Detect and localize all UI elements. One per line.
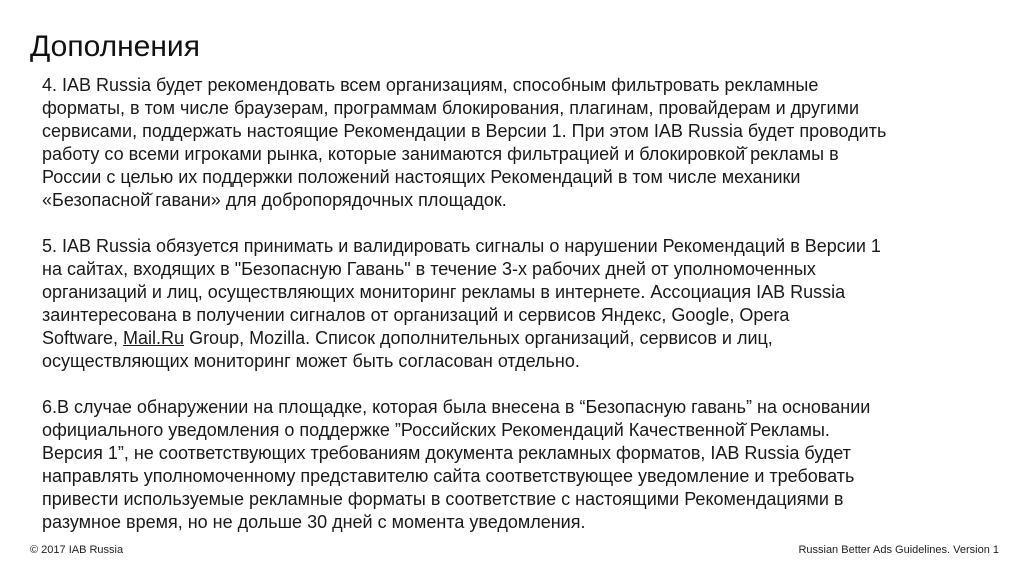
link-line-before: Software, xyxy=(42,328,124,348)
paragraph-4 xyxy=(42,74,1002,212)
paragraph-line: России с целью их поддержки положений настоящих Рекомендаций в том числе механики xyxy=(42,167,801,187)
footer-document-name: Russian Better Ads Guidelines. Version 1 xyxy=(798,544,999,556)
paragraph-line: 4. IAB Russia будет рекомендовать всем организациям, способным фильтровать рекламные xyxy=(42,75,819,95)
paragraph-line: разумное время, но не дольше 30 дней с момента уведомления. xyxy=(42,512,586,532)
paragraph-line: официального уведомления о поддержке ”Российских Рекомендаций Качественной̆ Рекламы. xyxy=(42,420,830,440)
paragraph-line: привести используемые рекламные форматы в соответствие с настоящими Рекомендациями в xyxy=(42,489,844,509)
paragraph-line: Версия 1”, не соответствующих требованиям документа рекламных форматов, IAB Russia будет xyxy=(42,443,851,463)
paragraph-line: «Безопасной̆ гавани» для добропорядочных площадок. xyxy=(42,190,507,210)
paragraph-line: направлять уполномоченному представителю сайта соответствующее уведомление и требовать xyxy=(42,466,855,486)
slide-body xyxy=(42,74,1002,534)
paragraph-line: организаций и лиц, осуществляющих мониторинг рекламы в интернете. Ассоциация IAB Russia xyxy=(42,282,846,302)
paragraph-6 xyxy=(42,396,1002,534)
paragraph-line: заинтересована в получении сигналов от организаций и сервисов Яндекс, Google, Opera xyxy=(42,305,790,325)
paragraph-line: осуществляющих мониторинг может быть согласован отдельно. xyxy=(42,351,580,371)
paragraph-5 xyxy=(42,235,1002,373)
mail-ru-link[interactable]: Mail.Ru xyxy=(123,328,185,348)
paragraph-line: форматы, в том числе браузерам, программам блокирования, плагинам, провайдерам и другими xyxy=(42,98,860,118)
paragraph-line: сервисами, поддержать настоящие Рекомендации в Версии 1. При этом IAB Russia будет проводить xyxy=(42,121,887,141)
paragraph-line: работу со всеми игроками рынка, которые занимаются фильтрацией и блокировкой̆ рекламы в xyxy=(42,144,839,164)
link-line-after: Group, Mozilla. Список дополнительных организаций, сервисов и лиц, xyxy=(184,328,773,348)
paragraph-line: на сайтах, входящих в "Безопасную Гавань" в течение 3-х рабочих дней от уполномоченных xyxy=(42,259,816,279)
footer-copyright: © 2017 IAB Russia xyxy=(30,544,124,556)
paragraph-line-with-link xyxy=(42,327,1002,350)
paragraph-line: 5. IAB Russia обязуется принимать и валидировать сигналы о нарушении Рекомендаций в Версии 1 xyxy=(42,236,881,256)
paragraph-line: 6.В случае обнаружении на площадке, которая была внесена в “Безопасную гавань” на основании xyxy=(42,397,871,417)
slide-title: Дополнения xyxy=(30,30,200,63)
